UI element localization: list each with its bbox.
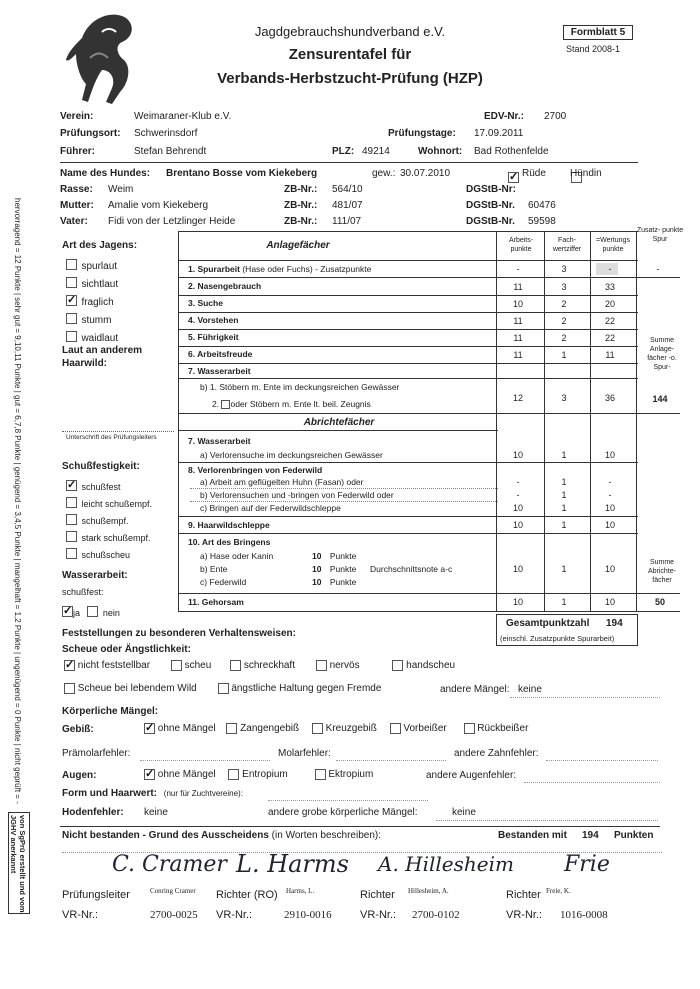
row-verlorensuche: a) Verlorensuche im deckungsreichen Gewässer — [200, 450, 383, 460]
jagen-stumm[interactable]: stumm — [66, 310, 118, 328]
richter2-name: Hillesheim, A. — [408, 887, 449, 895]
checkbox — [66, 295, 77, 306]
row-vorstehen: 4. Vorstehen — [188, 315, 239, 325]
r1-arbeit: - — [516, 264, 520, 274]
r4-wert: 22 — [604, 316, 615, 326]
a8a-fach: 1 — [561, 477, 567, 487]
a8c-arbeit: 10 — [512, 503, 523, 513]
gesamt-value: 194 — [606, 618, 623, 629]
rasse-value: Weim — [108, 184, 134, 195]
row-stoebern: b) 1. Stöbern m. Ente im deckungsreichen Gewässer — [200, 382, 400, 392]
schuss-leicht[interactable]: leicht schußempf. — [66, 494, 152, 511]
row-arbeitsfreude: 6. Arbeitsfreude — [188, 349, 253, 359]
dgstb-vater-value: 59598 — [528, 216, 556, 227]
andere-maengel-label: andere Mängel: — [440, 684, 510, 695]
edv-value: 2700 — [544, 111, 567, 122]
row-8c: c) Bringen auf der Federwildschleppe — [200, 503, 341, 513]
a10-arbeit: 10 — [512, 564, 523, 574]
checkbox — [66, 277, 77, 288]
jagen-title: Art des Jagens: — [62, 240, 138, 251]
plz-label: PLZ: — [332, 146, 355, 157]
row-wasserarbeit-abricht: 7. Wasserarbeit — [188, 436, 251, 446]
row-10c: c) Federwild — [200, 577, 247, 587]
dgstb-mutter-value: 60476 — [528, 200, 556, 211]
r7-wert: 36 — [604, 393, 615, 403]
wasser-title: Wasserarbeit: — [62, 570, 128, 581]
grading-scale-side: hervorragend = 12 Punkte | sehr gut = 9,10,11 Punkte | gut = 6,7,8 Punkte | genügend = 3,4,5 Punkte | mangelhaft = 1,2 Punkte | ungenügend = 0 Punkte | nicht geprüft = - — [13, 198, 22, 804]
title-line1: Zensurentafel für — [288, 46, 412, 63]
andere-augen-label: andere Augenfehler: — [426, 770, 517, 781]
jagen-fraglich[interactable]: ✓ fraglich — [66, 292, 118, 310]
hoden-value: keine — [144, 807, 168, 818]
plz-value: 49214 — [362, 146, 390, 157]
dog-name: Brentano Bosse vom Kiekeberg — [166, 168, 318, 179]
a9-fach: 1 — [561, 520, 567, 530]
fest-title: Feststellungen zu besonderen Verhaltensweisen: — [62, 628, 296, 639]
r5-fach: 2 — [561, 333, 567, 343]
tage-label: Prüfungstage: — [388, 128, 456, 139]
r1-fach: 3 — [561, 264, 567, 274]
a8a-arbeit: - — [516, 477, 520, 487]
richter3-vr-label: VR-Nr.: — [506, 909, 543, 921]
a7-arbeit: 10 — [512, 450, 523, 460]
a7-fach: 1 — [561, 450, 567, 460]
zb-value: 564/10 — [332, 184, 363, 195]
zb-vater-label: ZB-Nr.: — [284, 216, 318, 227]
title-line2: Verbands-Herbstzucht-Prüfung (HZP) — [217, 70, 483, 87]
a10-fach: 1 — [561, 564, 567, 574]
nein-label: nein — [102, 608, 120, 618]
summe-anlage-value: 144 — [652, 394, 668, 404]
gebiss-row: ✓ ohne Mängel Zangengebiß Kreuzgebiß Vorbeißer Rückbeißer — [144, 723, 528, 734]
huendin-label: Hündin — [570, 168, 602, 179]
schuss-stark[interactable]: stark schußempf. — [66, 528, 152, 545]
praemolar-label: Prämolarfehler: — [62, 748, 131, 759]
augen-label: Augen: — [62, 770, 97, 781]
nein-checkbox[interactable] — [87, 606, 98, 617]
checkbox — [66, 548, 77, 559]
a8b-arbeit: - — [516, 490, 520, 500]
r2-wert: 33 — [604, 282, 615, 292]
gesamt-label: Gesamtpunktzahl — [506, 618, 590, 629]
row-art-bringens: 10. Art des Bringens — [188, 537, 271, 547]
row-8b: b) Verlorensuchen und -bringen von Federwild oder — [200, 490, 394, 500]
ruede-checkbox[interactable] — [508, 172, 519, 183]
jagen-spurlaut[interactable]: spurlaut — [66, 256, 118, 274]
fuehrer-value: Stefan Behrendt — [134, 146, 207, 157]
r2-arbeit: 11 — [513, 282, 523, 292]
a8a-wert: - — [608, 477, 612, 487]
a9-wert: 10 — [604, 520, 615, 530]
signature-richter-2: A. Hillesheim — [378, 852, 514, 876]
schuss-list — [66, 477, 152, 562]
gebiss-label: Gebiß: — [62, 724, 94, 735]
a8c-wert: 10 — [604, 503, 615, 513]
schreckhaft-checkbox[interactable] — [230, 660, 241, 671]
schuss-title: Schußfestigkeit: — [62, 461, 140, 472]
org-name: Jagdgebrauchshundverband e.V. — [254, 24, 446, 39]
jagen-waidlaut[interactable]: waidlaut — [66, 328, 118, 346]
a11-wert: 10 — [604, 597, 615, 607]
scheue-row2: Scheue bei lebendem Wild ängstliche Haltung gegen Fremde — [64, 683, 381, 694]
checkbox — [66, 531, 77, 542]
r6-arbeit: 11 — [513, 350, 523, 360]
richter3-role: Richter — [506, 889, 541, 901]
ja-checkbox[interactable] — [62, 606, 73, 617]
vater-label: Vater: — [60, 216, 88, 227]
gew-label: gew.: — [372, 168, 396, 179]
p10a: 10 Punkte — [312, 551, 357, 561]
gesamt-sub: (einschl. Zusatzpunkte Spurarbeit) — [500, 634, 615, 643]
gebiss-ohne-checkbox[interactable] — [144, 723, 155, 734]
col-arbeitspunkte: Arbeits- punkte — [508, 237, 534, 253]
andere-maengel-value: keine — [518, 684, 542, 695]
col-wertungspunkte: =Wertungs punkte — [596, 237, 630, 253]
augen-ohne-checkbox[interactable] — [144, 769, 155, 780]
richter3-name: Freie, K. — [546, 887, 571, 895]
leiter-role: Prüfungsleiter — [62, 889, 130, 901]
a8c-fach: 1 — [561, 503, 567, 513]
schuss-scheu[interactable]: schußscheu — [66, 545, 152, 562]
row-10b: b) Ente — [200, 564, 228, 574]
checkbox — [66, 480, 77, 491]
grobe-label: andere grobe körperliche Mängel: — [268, 807, 418, 818]
ektropium-checkbox[interactable] — [315, 769, 326, 780]
punkten-label: Punkten — [614, 830, 654, 841]
handscheu-checkbox[interactable] — [392, 660, 403, 671]
nervoes-checkbox[interactable] — [316, 660, 327, 671]
a10-wert: 10 — [604, 564, 615, 574]
r2-fach: 3 — [561, 282, 567, 292]
r3-wert: 20 — [604, 299, 615, 309]
verein-value: Weimaraner-Klub e.V. — [134, 111, 232, 122]
row-stoebern-zeugnis: 2. oder Stöbern m. Ente lt. beil. Zeugnis — [212, 399, 371, 409]
a8b-fach: 1 — [561, 490, 567, 500]
nicht-bestanden: Nicht bestanden - Grund des Ausscheidens (in Worten beschreiben): — [62, 830, 381, 841]
scheue-wild-checkbox[interactable] — [64, 683, 75, 694]
checkbox — [66, 331, 77, 342]
r4-fach: 2 — [561, 316, 567, 326]
jagen-sichtlaut[interactable]: sichtlaut — [66, 274, 118, 292]
row-haarwildschleppe: 9. Haarwildschleppe — [188, 520, 270, 530]
row-suche: 3. Suche — [188, 298, 223, 308]
col-fachwertziffer: Fach- wertziffer — [552, 237, 582, 253]
r5-arbeit: 11 — [513, 333, 523, 343]
p10c: 10 Punkte — [312, 577, 357, 587]
r7-fach: 3 — [561, 393, 567, 403]
molar-label: Molarfehler: — [278, 748, 331, 759]
dgstb-label: DGStB-Nr: — [466, 184, 516, 195]
wasser-ja-nein — [62, 603, 120, 621]
summe-abricht-label: Summe Abrichte- fächer — [647, 559, 676, 584]
r6-fach: 1 — [561, 350, 567, 360]
richter-ro-vr: 2910-0016 — [284, 909, 332, 921]
dgstb-mutter-label: DGStB-Nr. — [466, 200, 515, 211]
a8b-wert: - — [608, 490, 612, 500]
signature-richter-3: Frie — [564, 852, 610, 877]
schuss-empf[interactable]: schußempf. — [66, 511, 152, 528]
r1-zusatz: - — [656, 264, 660, 274]
richter3-vr: 1016-0008 — [560, 909, 608, 921]
r3-fach: 2 — [561, 299, 567, 309]
grobe-value: keine — [452, 807, 476, 818]
zeugnis-checkbox[interactable] — [221, 400, 230, 409]
mutter-value: Amalie vom Kiekeberg — [108, 200, 209, 211]
r4-arbeit: 11 — [513, 316, 523, 326]
scheu-checkbox[interactable] — [171, 660, 182, 671]
edv-label: EDV-Nr.: — [484, 111, 525, 122]
zange-checkbox[interactable] — [226, 723, 237, 734]
fuehrer-label: Führer: — [60, 146, 95, 157]
signature-richter-ro: L. Harms — [236, 850, 349, 878]
richter2-role: Richter — [360, 889, 395, 901]
aengstlich-checkbox[interactable] — [218, 683, 229, 694]
bestanden-label: Bestanden mit — [498, 830, 567, 841]
vorbeisser-checkbox[interactable] — [390, 723, 401, 734]
dog-name-label: Name des Hundes: — [60, 168, 151, 179]
r5-wert: 22 — [604, 333, 615, 343]
bestanden-value: 194 — [582, 830, 599, 841]
summe-anlage-label: Summe Anlage- fächer -o. Spur- — [647, 337, 677, 371]
entropium-checkbox[interactable] — [228, 769, 239, 780]
dgstb-vater-label: DGStB-Nr. — [466, 216, 515, 227]
r6-wert: 11 — [605, 350, 615, 360]
augen-row: ✓ ohne Mängel Entropium Ektropium — [144, 769, 373, 780]
leiter-vr: 2700-0025 — [150, 909, 198, 921]
col-zusatzpunkte: Zusatz- punkte Spur — [636, 227, 684, 243]
form-number: Formblatt 5 — [563, 25, 633, 40]
r7-arbeit: 12 — [512, 393, 523, 403]
durchschnitt-label: Durchschnittsnote a-c — [370, 564, 453, 574]
checkbox — [66, 313, 77, 324]
r3-arbeit: 10 — [512, 299, 523, 309]
koerper-title: Körperliche Mängel: — [62, 706, 159, 717]
checkbox — [66, 514, 77, 525]
row-nasengebrauch: 2. Nasengebrauch — [188, 281, 262, 291]
richter2-vr-label: VR-Nr.: — [360, 909, 397, 921]
wohnort-value: Bad Rothenfelde — [474, 146, 549, 157]
checkbox — [66, 497, 77, 508]
andere-zahn-label: andere Zahnfehler: — [454, 748, 539, 759]
zb-mutter-label: ZB-Nr.: — [284, 200, 318, 211]
form-version: Stand 2008-1 — [566, 44, 621, 54]
p10b: 10 Punkte — [312, 564, 357, 574]
checkbox — [66, 259, 77, 270]
row-gehorsam: 11. Gehorsam — [188, 597, 244, 607]
nicht-feststellbar-checkbox[interactable] — [64, 660, 75, 671]
summe-abricht-value: 50 — [654, 597, 665, 607]
row-10a: a) Hase oder Kanin — [200, 551, 274, 561]
rueckbeisser-checkbox[interactable] — [464, 723, 475, 734]
scheue-row: ✓ nicht feststellbar scheu schreckhaft nervös handscheu — [64, 660, 455, 671]
laut-title: Laut an anderem Haarwild: — [62, 345, 143, 369]
mutter-label: Mutter: — [60, 200, 94, 211]
r1-wert: - — [608, 264, 612, 274]
leiter-name: Conring Cramer — [150, 887, 196, 895]
a11-arbeit: 10 — [512, 597, 523, 607]
ja-label: ja — [73, 608, 81, 618]
a7-wert: 10 — [604, 450, 615, 460]
zb-label: ZB-Nr.: — [284, 184, 318, 195]
row-fuehrigkeit: 5. Führigkeit — [188, 332, 239, 342]
hoden-label: Hodenfehler: — [62, 807, 124, 818]
wohnort-label: Wohnort: — [418, 146, 463, 157]
wasser-sub: schußfest: — [62, 587, 104, 597]
abricht-heading: Abrichtefächer — [303, 417, 375, 428]
schuss-fest[interactable]: ✓ schußfest — [66, 477, 152, 494]
ruede-label: Rüde — [522, 168, 546, 179]
kreuz-checkbox[interactable] — [312, 723, 323, 734]
unterschrift-label: Unterschrift des Prüfungsleiters — [66, 434, 157, 441]
ort-value: Schwerinsdorf — [134, 128, 198, 139]
verein-label: Verein: — [60, 111, 94, 122]
tage-value: 17.09.2011 — [474, 128, 524, 139]
row-verlorenbringen: 8. Verlorenbringen von Federwild — [188, 465, 323, 475]
richter-ro-vr-label: VR-Nr.: — [216, 909, 253, 921]
a9-arbeit: 10 — [512, 520, 523, 530]
form-label: Form und Haarwert: (nur für Zuchtvereine): — [62, 788, 243, 799]
a11-fach: 1 — [561, 597, 567, 607]
richter-ro-role: Richter (RO) — [216, 889, 278, 901]
signature-leiter: C. Cramer — [112, 852, 227, 877]
row-8a: a) Arbeit am geflügelten Huhn (Fasan) oder — [200, 477, 364, 487]
zb-mutter-value: 481/07 — [332, 200, 363, 211]
row-spurarbeit: 1. Spurarbeit (Hase oder Fuchs) - Zusatzpunkte — [188, 264, 372, 274]
rasse-label: Rasse: — [60, 184, 93, 195]
anlage-heading: Anlagefächer — [266, 240, 330, 251]
richter2-vr: 2700-0102 — [412, 909, 460, 921]
leiter-vr-label: VR-Nr.: — [62, 909, 99, 921]
row-wasserarbeit-anlage: 7. Wasserarbeit — [188, 366, 251, 376]
vater-value: Fidi von der Letzlinger Heide — [108, 216, 236, 227]
scheue-title: Scheue oder Ängstlichkeit: — [62, 644, 191, 655]
richter-ro-name: Harms, L. — [286, 887, 315, 895]
gew-value: 30.07.2010 — [400, 168, 451, 179]
zb-vater-value: 111/07 — [332, 216, 362, 227]
approval-stamp: von SgPrü erstellt und vom JGHV anerkannt — [8, 812, 30, 914]
jagen-list — [66, 256, 118, 346]
ort-label: Prüfungsort: — [60, 128, 121, 139]
